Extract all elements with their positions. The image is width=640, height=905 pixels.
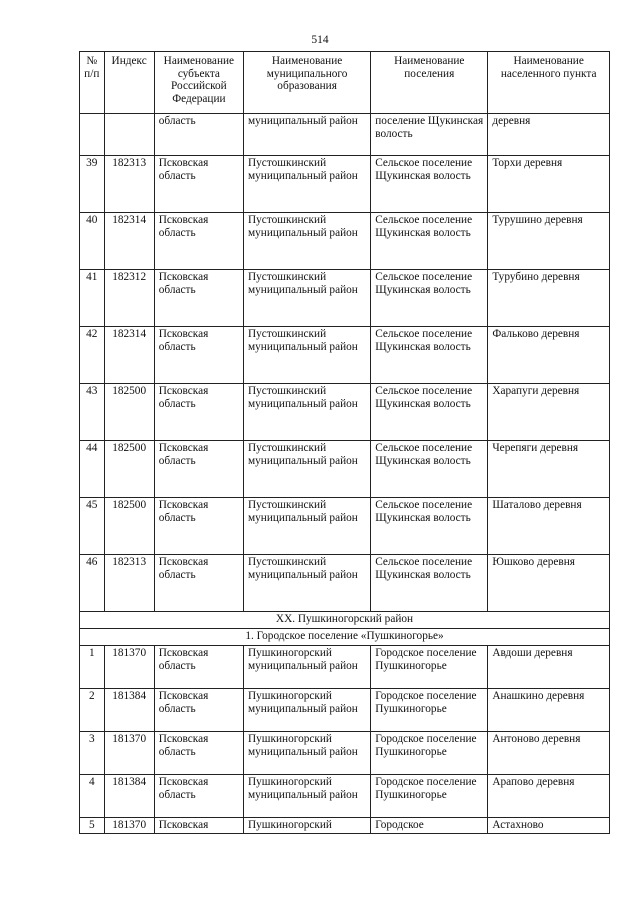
cell-settlement: Сельское поселение Щукинская волость (371, 384, 488, 441)
cell-subject: Псковская область (154, 213, 243, 270)
cell-settlement: Сельское поселение Щукинская волость (371, 270, 488, 327)
section-title: 1. Городское поселение «Пушкиногорье» (80, 629, 610, 646)
cell-subject: Псковская область (154, 646, 243, 689)
cell-settlement: Сельское поселение Щукинская волость (371, 327, 488, 384)
cell-locality: Авдоши деревня (488, 646, 610, 689)
cell-subject: Псковская область (154, 555, 243, 612)
cell-settlement: Городское поселение Пушкиногорье (371, 775, 488, 818)
cell-municipality: Пустошкинский муниципальный район (244, 384, 371, 441)
table-row (80, 498, 610, 555)
page-number: 514 (311, 34, 329, 46)
cell-number: 40 (80, 213, 105, 270)
cell-subject: Псковская область (154, 441, 243, 498)
cell-number: 45 (80, 498, 105, 555)
table-row (80, 818, 610, 834)
cell-index: 182500 (104, 498, 154, 555)
cell-locality: Фальково деревня (488, 327, 610, 384)
cell-index: 182313 (104, 156, 154, 213)
cell-index: 182500 (104, 441, 154, 498)
cell-index: 181370 (104, 646, 154, 689)
cell-number: 43 (80, 384, 105, 441)
section-row (80, 629, 610, 646)
cell-subject: Псковская область (154, 732, 243, 775)
cell-settlement: Сельское поселение Щукинская волость (371, 156, 488, 213)
cell-municipality: Пустошкинский муниципальный район (244, 327, 371, 384)
cell-index (104, 114, 154, 156)
cell-locality: Турубино деревня (488, 270, 610, 327)
table-row (80, 689, 610, 732)
table-row (80, 156, 610, 213)
section-row (80, 612, 610, 629)
table-row (80, 213, 610, 270)
table-row (80, 270, 610, 327)
cell-municipality: Пустошкинский муниципальный район (244, 270, 371, 327)
cell-index: 182314 (104, 213, 154, 270)
table-header-row (80, 52, 610, 114)
cell-number: 4 (80, 775, 105, 818)
cell-index: 182314 (104, 327, 154, 384)
cell-locality: Черепяги деревня (488, 441, 610, 498)
cell-index: 181370 (104, 732, 154, 775)
cell-subject: Псковская область (154, 270, 243, 327)
cell-settlement: Сельское поселение Щукинская волость (371, 213, 488, 270)
cell-number: 1 (80, 646, 105, 689)
cell-settlement: Сельское поселение Щукинская волость (371, 555, 488, 612)
cell-index: 181370 (104, 818, 154, 834)
cell-index: 182500 (104, 384, 154, 441)
cell-number: 41 (80, 270, 105, 327)
section-title: XX. Пушкиногорский район (80, 612, 610, 629)
cell-locality: Торхи деревня (488, 156, 610, 213)
cell-subject: Псковская область (154, 156, 243, 213)
cell-settlement: Городское поселение Пушкиногорье (371, 732, 488, 775)
header-municipality: Наименование муниципального образования (244, 52, 371, 114)
cell-municipality: Пушкиногорский муниципальный район (244, 732, 371, 775)
header-locality: Наименование населенного пункта (488, 52, 610, 114)
cell-subject: Псковская область (154, 327, 243, 384)
cell-number: 3 (80, 732, 105, 775)
header-number: № п/п (80, 52, 105, 114)
cell-locality: Арапово деревня (488, 775, 610, 818)
cell-settlement: Городское поселение Пушкиногорье (371, 646, 488, 689)
cell-locality: Анашкино деревня (488, 689, 610, 732)
cell-municipality: Пустошкинский муниципальный район (244, 213, 371, 270)
cell-index: 181384 (104, 775, 154, 818)
cell-number: 42 (80, 327, 105, 384)
cell-municipality: Пустошкинский муниципальный район (244, 555, 371, 612)
cell-locality: Астахново (488, 818, 610, 834)
cell-municipality: Пустошкинский муниципальный район (244, 156, 371, 213)
cell-number: 46 (80, 555, 105, 612)
cell-settlement: поселение Щукинская волость (371, 114, 488, 156)
cell-subject: Псковская область (154, 498, 243, 555)
header-index: Индекс (104, 52, 154, 114)
cell-municipality: Пушкиногорский муниципальный район (244, 689, 371, 732)
table-row (80, 327, 610, 384)
cell-number: 44 (80, 441, 105, 498)
cell-index: 181384 (104, 689, 154, 732)
cell-locality: Турушино деревня (488, 213, 610, 270)
cell-settlement: Городское (371, 818, 488, 834)
cell-subject: Псковская (154, 818, 243, 834)
cell-municipality: Пушкиногорский (244, 818, 371, 834)
table-row (80, 732, 610, 775)
cell-subject: область (154, 114, 243, 156)
cell-number (80, 114, 105, 156)
cell-municipality: Пушкиногорский муниципальный район (244, 646, 371, 689)
cell-index: 182313 (104, 555, 154, 612)
cell-locality: Харапуги деревня (488, 384, 610, 441)
cell-subject: Псковская область (154, 689, 243, 732)
cell-municipality: муниципальный район (244, 114, 371, 156)
header-settlement: Наименование поселения (371, 52, 488, 114)
cell-municipality: Пустошкинский муниципальный район (244, 498, 371, 555)
table-row (80, 555, 610, 612)
header-subject: Наименование субъекта Российской Федерации (154, 52, 243, 114)
table-row (80, 114, 610, 156)
table-body (80, 114, 610, 834)
cell-locality: деревня (488, 114, 610, 156)
cell-settlement: Городское поселение Пушкиногорье (371, 689, 488, 732)
cell-number: 2 (80, 689, 105, 732)
cell-subject: Псковская область (154, 384, 243, 441)
cell-number: 5 (80, 818, 105, 834)
cell-index: 182312 (104, 270, 154, 327)
cell-settlement: Сельское поселение Щукинская волость (371, 441, 488, 498)
table-row (80, 441, 610, 498)
cell-subject: Псковская область (154, 775, 243, 818)
table-row (80, 775, 610, 818)
settlements-table (79, 51, 610, 834)
cell-municipality: Пушкиногорский муниципальный район (244, 775, 371, 818)
table-row (80, 646, 610, 689)
cell-number: 39 (80, 156, 105, 213)
table-row (80, 384, 610, 441)
cell-locality: Шаталово деревня (488, 498, 610, 555)
cell-settlement: Сельское поселение Щукинская волость (371, 498, 488, 555)
cell-locality: Антоново деревня (488, 732, 610, 775)
cell-municipality: Пустошкинский муниципальный район (244, 441, 371, 498)
cell-locality: Юшково деревня (488, 555, 610, 612)
